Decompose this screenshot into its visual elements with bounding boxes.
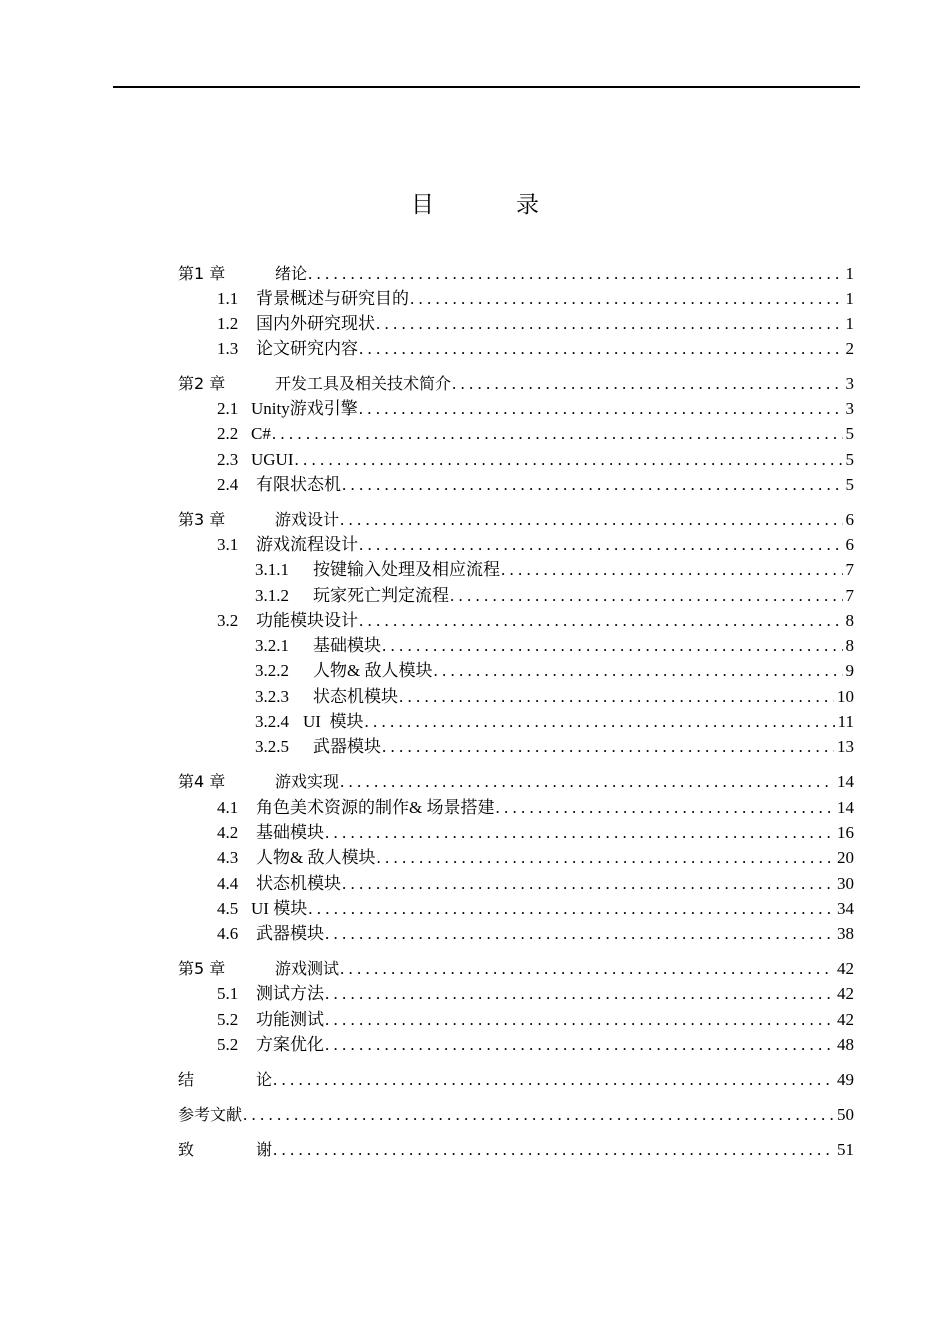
toc-entry-2-3[interactable] [178, 448, 854, 472]
toc-entry-page: 3 [845, 374, 854, 393]
toc-entry-number: 3.1.1 [255, 560, 289, 579]
dot-leader [359, 609, 843, 633]
dot-leader [273, 1068, 834, 1092]
dot-leader [495, 796, 834, 820]
toc-entry-page: 1 [845, 264, 854, 283]
toc-entry-3-1-1[interactable] [178, 558, 854, 582]
toc-entry-title: 谢 [256, 1140, 273, 1159]
toc-entry-page: 5 [845, 424, 854, 443]
toc-entry-3-2[interactable] [178, 609, 854, 633]
toc-entry-5-2b[interactable] [178, 1033, 854, 1057]
toc-entry-5-2[interactable] [178, 1008, 854, 1032]
dot-leader [452, 372, 842, 396]
toc-entry-title: 开发工具及相关技术简介 [275, 374, 452, 393]
toc-entry-number: 4.4 [217, 874, 239, 893]
toc-entry-number: 3.1.2 [255, 586, 289, 605]
toc-entry-page: 8 [845, 636, 854, 655]
toc-entry-number: 第1 章 [178, 264, 226, 283]
toc-entry-number: 1.2 [217, 314, 239, 333]
toc-entry-title: UI 模块 [251, 899, 308, 918]
toc-entry-title: 论 [256, 1070, 273, 1089]
toc-entry-page: 1 [845, 314, 854, 333]
dot-leader [433, 659, 842, 683]
dot-leader [342, 872, 834, 896]
dot-leader [243, 1103, 834, 1127]
toc-entry-number: 1.1 [217, 289, 239, 308]
toc-title-right: 录 [516, 192, 539, 218]
toc-entry-number: 第4 章 [178, 772, 226, 791]
toc-entry-number: 1.3 [217, 339, 239, 358]
toc-entry-number: 3.2.1 [255, 636, 289, 655]
toc-entry-chapter-4[interactable] [178, 770, 854, 794]
toc-entry-3-1[interactable] [178, 533, 854, 557]
toc-entry-page: 2 [845, 339, 854, 358]
toc-entry-5-1[interactable] [178, 982, 854, 1006]
toc-entry-chapter-3[interactable] [178, 508, 854, 532]
toc-entry-title: 测试方法 [256, 984, 324, 1003]
toc-entry-page: 34 [837, 899, 854, 918]
toc-entry-number: 3.2.4 [255, 712, 289, 731]
header-rule [113, 86, 860, 88]
toc-entry-number: 第2 章 [178, 374, 226, 393]
toc-entry-number: 2.2 [217, 424, 239, 443]
toc-entry-acknowledgements[interactable] [178, 1138, 854, 1162]
toc-entry-title: 绪论 [275, 264, 308, 283]
dot-leader [295, 448, 843, 472]
toc-entry-page: 5 [845, 475, 854, 494]
toc-entry-title: UGUI [251, 450, 294, 469]
toc-entry-page: 51 [837, 1140, 854, 1159]
toc-entry-number: 第5 章 [178, 959, 226, 978]
toc-entry-number: 3.2.5 [255, 737, 289, 756]
toc-entry-chapter-2[interactable] [178, 372, 854, 396]
toc-entry-3-2-1[interactable] [178, 634, 854, 658]
toc-entry-1-3[interactable] [178, 337, 854, 361]
toc-entry-title: 人物& 敌人模块 [256, 848, 376, 867]
toc-entry-number: 3.1 [217, 535, 239, 554]
toc-entry-number: 5.2 [217, 1010, 239, 1029]
toc-entry-page: 5 [845, 450, 854, 469]
dot-leader [325, 1033, 834, 1057]
toc-entry-title: 游戏流程设计 [256, 535, 358, 554]
dot-leader [376, 846, 834, 870]
dot-leader [325, 821, 834, 845]
toc-entry-references[interactable] [178, 1103, 854, 1127]
toc-title-left: 目 [411, 192, 434, 218]
toc-entry-title: C# [251, 424, 271, 443]
toc-entry-3-1-2[interactable] [178, 584, 854, 608]
toc-entry-title: 有限状态机 [256, 475, 341, 494]
toc-entry-title: 国内外研究现状 [256, 314, 375, 333]
toc-entry-title: 按键输入处理及相应流程 [313, 560, 500, 579]
toc-entry-title: 参考文献 [178, 1105, 243, 1124]
toc-entry-number: 3.2.3 [255, 687, 289, 706]
toc-entry-chapter-5[interactable] [178, 957, 854, 981]
dot-leader [340, 508, 842, 532]
dot-leader [272, 422, 843, 446]
toc-entry-page: 42 [837, 959, 854, 978]
toc-entry-4-6[interactable] [178, 922, 854, 946]
toc-entry-number: 4.3 [217, 848, 239, 867]
toc-entry-page: 50 [837, 1105, 854, 1124]
toc-entry-title: 玩家死亡判定流程 [313, 586, 449, 605]
toc-entry-page: 48 [837, 1035, 854, 1054]
toc-entry-chapter-1[interactable] [178, 262, 854, 286]
dot-leader [359, 397, 843, 421]
toc-entry-title: 状态机模块 [256, 874, 341, 893]
toc-entry-3-2-3[interactable] [178, 685, 854, 709]
toc-entry-1-1[interactable] [178, 287, 854, 311]
dot-leader [364, 710, 834, 734]
toc-entry-title: 武器模块 [256, 924, 324, 943]
toc-entry-page: 13 [837, 737, 854, 756]
dot-leader [359, 337, 843, 361]
toc-entry-title: 基础模块 [256, 823, 324, 842]
dot-leader [325, 1008, 834, 1032]
toc-entry-title: 方案优化 [256, 1035, 324, 1054]
toc-entry-title: 武器模块 [313, 737, 381, 756]
toc-entry-page: 6 [845, 535, 854, 554]
toc-entry-2-1[interactable] [178, 397, 854, 421]
dot-leader [273, 1138, 834, 1162]
toc-entry-title: 背景概述与研究目的 [256, 289, 409, 308]
toc-entry-page: 9 [845, 661, 854, 680]
dot-leader [399, 685, 834, 709]
dot-leader [325, 982, 834, 1006]
toc-entry-4-4[interactable] [178, 872, 854, 896]
dot-leader [382, 634, 843, 658]
dot-leader [359, 533, 843, 557]
toc-entry-page: 16 [837, 823, 854, 842]
dot-leader [340, 957, 834, 981]
dot-leader [501, 558, 843, 582]
toc-entry-title: 基础模块 [313, 636, 381, 655]
toc-entry-number: 2.1 [217, 399, 239, 418]
toc-entry-3-2-5[interactable] [178, 735, 854, 759]
toc-entry-page: 30 [837, 874, 854, 893]
toc-entry-title: 功能测试 [256, 1010, 324, 1029]
toc-entry-4-1[interactable] [178, 796, 854, 820]
toc-entry-page: 6 [845, 510, 854, 529]
dot-leader [308, 897, 834, 921]
dot-leader [340, 770, 834, 794]
toc-entry-title: 游戏设计 [275, 510, 340, 529]
toc-entry-title: 游戏测试 [275, 959, 340, 978]
toc-entry-4-3[interactable] [178, 846, 854, 870]
toc-entry-page: 3 [845, 399, 854, 418]
toc-entry-2-2[interactable] [178, 422, 854, 446]
toc-entry-page: 38 [837, 924, 854, 943]
toc-entry-number: 3.2.2 [255, 661, 289, 680]
toc-entry-page: 20 [837, 848, 854, 867]
toc-entry-page: 7 [845, 560, 854, 579]
toc-entry-title: UI 模块 [303, 712, 364, 731]
toc-entry-page: 14 [837, 772, 854, 791]
toc-entry-page: 7 [845, 586, 854, 605]
toc-entry-page: 11 [837, 712, 854, 731]
toc-entry-title: 功能模块设计 [256, 611, 358, 630]
toc-entry-number: 5.1 [217, 984, 239, 1003]
dot-leader [308, 262, 842, 286]
toc-entry-page: 1 [845, 289, 854, 308]
toc-entry-page: 42 [837, 984, 854, 1003]
toc-entry-number: 4.5 [217, 899, 239, 918]
toc-entry-title: 状态机模块 [313, 687, 398, 706]
toc-entry-conclusion[interactable] [178, 1068, 854, 1092]
toc-entry-number: 致 [178, 1140, 195, 1159]
toc-entry-title: 论文研究内容 [256, 339, 358, 358]
toc-entry-page: 10 [837, 687, 854, 706]
toc-entry-number: 5.2 [217, 1035, 239, 1054]
toc-entry-3-2-2[interactable] [178, 659, 854, 683]
dot-leader [325, 922, 834, 946]
toc-entry-title: 人物& 敌人模块 [313, 661, 433, 680]
toc-entry-3-2-4[interactable] [178, 710, 854, 734]
toc-entry-page: 14 [837, 798, 854, 817]
dot-leader [382, 735, 834, 759]
toc-entry-2-4[interactable] [178, 473, 854, 497]
dot-leader [342, 473, 843, 497]
toc-entry-page: 49 [837, 1070, 854, 1089]
toc-entry-title: 游戏实现 [275, 772, 340, 791]
toc-entry-title: 角色美术资源的制作& 场景搭建 [256, 798, 495, 817]
toc-entry-number: 4.2 [217, 823, 239, 842]
toc-entry-number: 4.6 [217, 924, 239, 943]
toc-entry-number: 2.3 [217, 450, 239, 469]
dot-leader [376, 312, 843, 336]
toc-entry-number: 3.2 [217, 611, 239, 630]
toc-entry-page: 42 [837, 1010, 854, 1029]
dot-leader [450, 584, 843, 608]
toc-entry-number: 4.1 [217, 798, 239, 817]
toc-entry-number: 第3 章 [178, 510, 226, 529]
toc-entry-page: 8 [845, 611, 854, 630]
toc-entry-4-5[interactable] [178, 897, 854, 921]
toc-entry-number: 结 [178, 1070, 195, 1089]
toc-entry-number: 2.4 [217, 475, 239, 494]
toc-entry-title: Unity游戏引擎 [251, 399, 358, 418]
dot-leader [410, 287, 843, 311]
toc-title [0, 190, 950, 220]
toc-entry-1-2[interactable] [178, 312, 854, 336]
toc-entry-4-2[interactable] [178, 821, 854, 845]
